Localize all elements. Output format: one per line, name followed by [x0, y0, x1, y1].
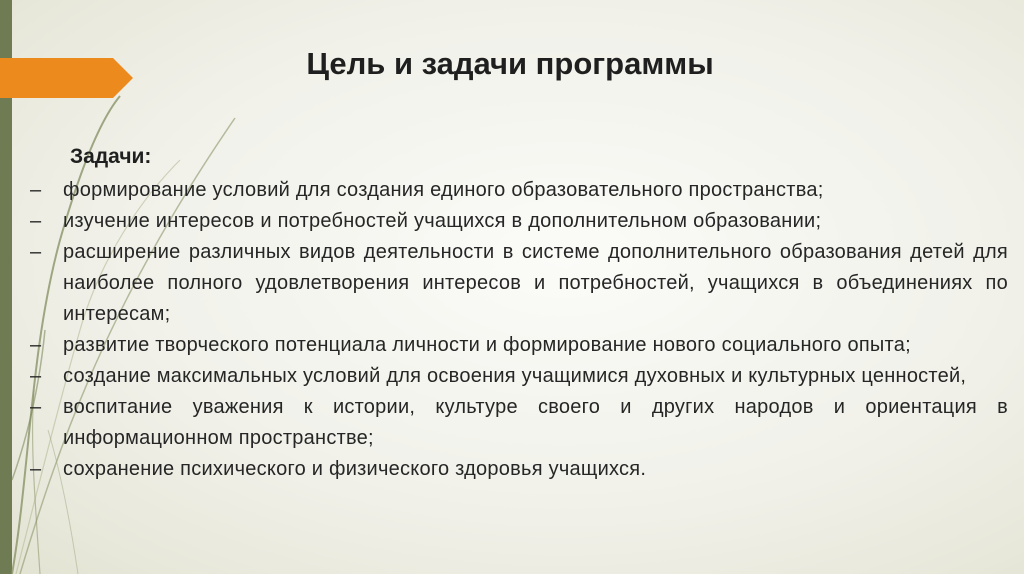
task-item: [30, 175, 1008, 206]
task-item: [30, 392, 1008, 454]
bullet-dash: –: [30, 396, 42, 418]
slide-title: Цель и задачи программы: [306, 46, 714, 81]
bullet-dash: –: [30, 365, 42, 387]
task-text: формирование условий для создания единого образовательного пространства;: [63, 179, 824, 201]
bullet-dash: –: [30, 241, 42, 263]
task-item: [30, 330, 1008, 361]
bullet-dash: –: [30, 179, 42, 201]
task-text: расширение различных видов деятельности в системе дополнительного образования детей для наиболее полного удовлетворения интересов и потребностей, учащихся в объединениях по интересам;: [63, 241, 1008, 325]
task-text: развитие творческого потенциала личности и формирование нового социального опыта;: [63, 334, 911, 356]
task-item: [30, 237, 1008, 330]
task-item: [30, 206, 1008, 237]
task-item: [30, 454, 1008, 485]
bullet-dash: –: [30, 334, 42, 356]
tasks-list: [30, 175, 1008, 485]
bullet-dash: –: [30, 458, 42, 480]
task-text: воспитание уважения к истории, культуре своего и других народов и ориентация в информационном пространстве;: [63, 396, 1008, 449]
task-text: изучение интересов и потребностей учащихся в дополнительном образовании;: [63, 210, 822, 232]
task-text: сохранение психического и физического здоровья учащихся.: [63, 458, 647, 480]
task-text: создание максимальных условий для освоения учащимися духовных и культурных ценностей,: [63, 365, 967, 387]
bullet-dash: –: [30, 210, 42, 232]
tasks-heading: Задачи:: [70, 145, 152, 168]
task-item: [30, 361, 1008, 392]
